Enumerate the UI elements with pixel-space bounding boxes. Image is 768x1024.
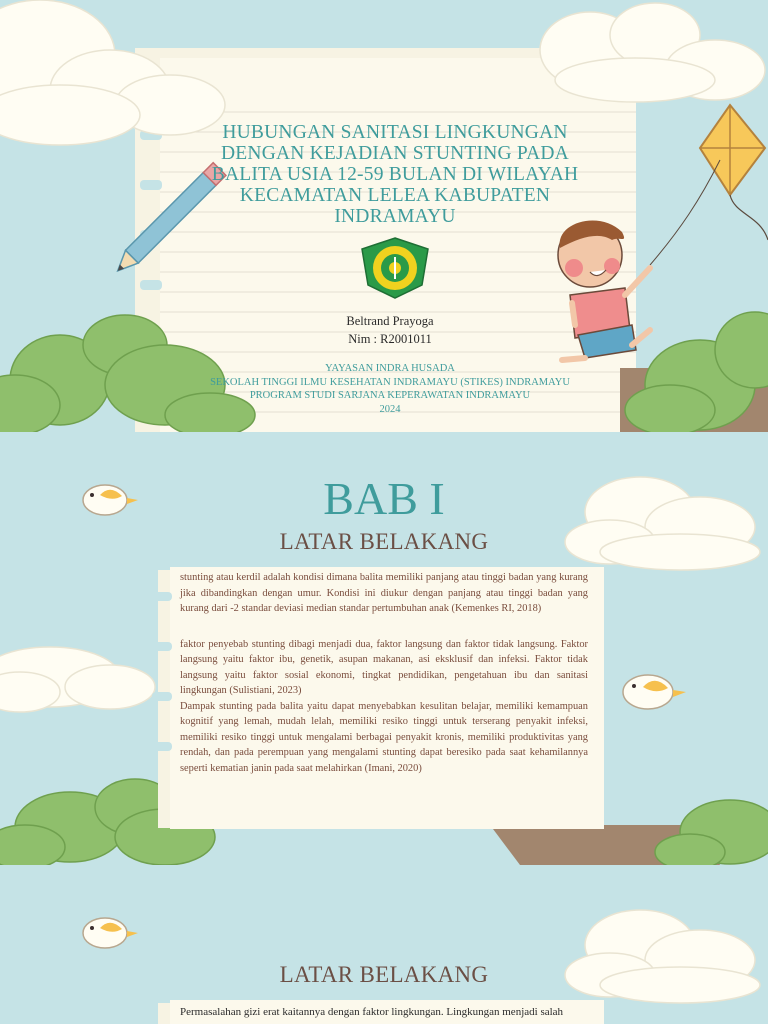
kite-illustration: [650, 105, 768, 265]
author-name: Beltrand Prayoga: [346, 314, 434, 328]
body-text: Permasalahan gizi erat kaitannya dengan faktor lingkungan. Lingkungan menjadi salah: [180, 1006, 564, 1018]
campus-seal-logo: [358, 235, 432, 301]
institution-block: [150, 362, 630, 416]
cloud-right: [565, 477, 760, 570]
paragraph-causes: faktor penyebab stunting dibagi menjadi dua, faktor langsung dan faktor tidak langsung. Faktor langsung yaitu faktor ibu, genetik, asupan makanan, asi eksklusif dan infeksi. Faktor tidak langsung yaitu faktor sosial ekonomi, tingkat pendidikan, pengetahuan ibu dan sanitasi lingkungan (Sulistiani, 2023): [180, 638, 588, 696]
institution-line-2: SEKOLAH TINGGI ILMU KESEHATAN INDRAMAYU (STIKES) INDRAMAYU: [210, 376, 570, 388]
body-text: [180, 570, 588, 776]
presentation-year: 2024: [379, 403, 401, 415]
institution-line-1: YAYASAN INDRA HUSADA: [325, 363, 455, 374]
chapter-heading: BAB I: [323, 473, 445, 524]
section-heading: LATAR BELAKANG: [279, 529, 489, 554]
latar-belakang-decoration: [0, 865, 768, 1024]
cloud-right: [565, 910, 760, 1003]
author-block: [290, 312, 490, 348]
paragraph-impact: Dampak stunting pada balita yaitu dapat menyebabkan kesulitan belajar, memiliki kemampuan kognitif yang lemah, mudah lelah, memiliki resiko tinggi untuk terserang penyakit infeksi, memiliki resiko tinggi untuk mengalami berbagai penyakit kronis, memiliki produktivitas yang rendah, dan pada perempuan yang mengalami stunting dapat beresiko pada saat kehamilannya seperti kematian janin pada saat melahirkan (Imani, 2020): [180, 700, 588, 774]
presentation-title: HUBUNGAN SANITASI LINGKUNGAN DENGAN KEJADIAN STUNTING PADA BALITA USIA 12-59 BULAN DI WILAYAH KECAMATAN LELEA KABUPATEN INDRAMAYU: [211, 122, 579, 227]
institution-line-3: PROGRAM STUDI SARJANA KEPERAWATAN INDRAMAYU: [249, 390, 531, 401]
bird-left-illustration: [83, 918, 138, 948]
cloud-left: [0, 647, 155, 712]
bird-left-illustration: [83, 485, 138, 515]
latar-belakang-slide: [0, 865, 768, 1024]
author-nim: Nim : R2001011: [348, 332, 432, 346]
title-slide: [0, 0, 768, 432]
cloud-top-right: [540, 3, 765, 102]
paragraph-definition: stunting atau kerdil adalah kondisi dimana balita memiliki panjang atau tinggi badan yang kurang jika dibandingkan dengan umur. Kondisi ini diukur dengan panjang atau tinggi badan yang kurang dari -2 standar deviasi median standar pertumbuhan anak (Kemenkes RI, 2018): [180, 572, 588, 614]
section-heading: LATAR BELAKANG: [279, 962, 489, 987]
bird-right-illustration: [623, 675, 686, 709]
bab-1-slide: [0, 432, 768, 865]
